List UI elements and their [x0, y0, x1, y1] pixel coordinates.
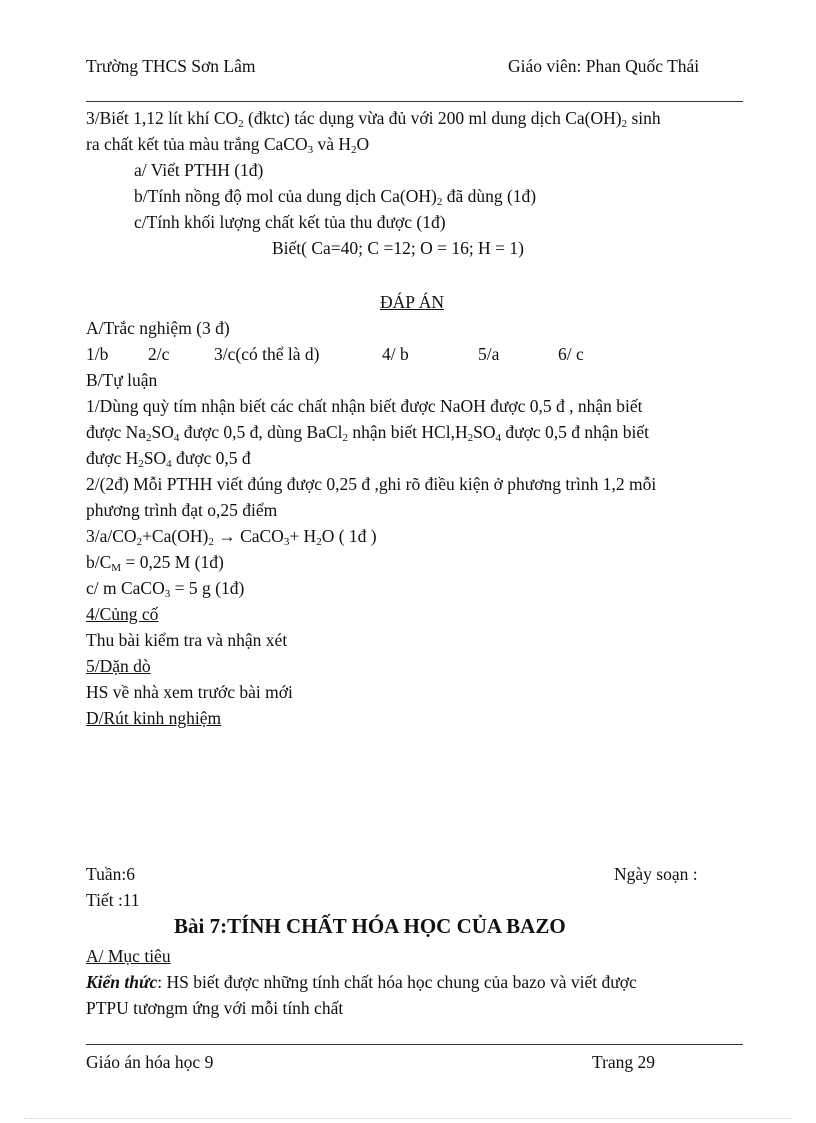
problem3-given: Biết( Ca=40; C =12; O = 16; H = 1) [272, 238, 524, 258]
footer-course: Giáo án hóa học 9 [86, 1052, 214, 1072]
part-b-title: B/Tự luận [86, 370, 158, 390]
footer-page: Trang 29 [592, 1052, 656, 1072]
part-a-answer-1: 1/b [86, 344, 109, 364]
section-d-title: D/Rút kinh nghiệm [86, 708, 222, 728]
part-a-answer-2: 2/c [148, 344, 170, 364]
section4-text: Thu bài kiểm tra và nhận xét [86, 630, 288, 650]
next-lesson-date-label: Ngày soạn : [614, 864, 698, 884]
page-bottom-edge [24, 1118, 792, 1119]
part-b-q3a: $3/a/CO_2+Ca(OH)_2$ → CaCO$_3$+ $H_2O$ ( 1đ ) [86, 526, 377, 548]
part-a-answer-4: 4/ b [382, 344, 409, 364]
section5-title: 5/Dặn dò [86, 656, 151, 676]
knowledge-label: Kiến thức [86, 972, 158, 992]
next-lesson-period: Tiết :11 [86, 890, 140, 910]
problem3-question-a: a/ Viết PTHH (1đ) [134, 160, 264, 180]
part-b-q2-line1: 2/(2đ) Mỗi PTHH viết đúng được 0,25 đ ,ghi rõ điều kiện ở phương trình 1,2 mỗi [86, 474, 657, 494]
part-b-q3c: c/ m CaCO$_3$ = 5 g (1đ) [86, 578, 245, 600]
part-b-q2-line2: phương trình đạt o,25 điểm [86, 500, 278, 520]
header-school: Trường THCS Sơn Lâm [86, 56, 256, 76]
part-a-answer-3: 3/c(có thể là d) [214, 344, 320, 364]
section5-text: HS về nhà xem trước bài mới [86, 682, 293, 702]
header-divider [86, 101, 743, 102]
problem3-question-c: c/Tính khối lượng chất kết tủa thu được (1đ) [134, 212, 446, 232]
next-lesson-title: Bài 7:TÍNH CHẤT HÓA HỌC CỦA BAZO [174, 914, 566, 938]
next-lesson-week: Tuần:6 [86, 864, 135, 884]
part-b-q3b: $b/C_M = 0,25$ M (1đ) [86, 552, 224, 574]
problem3-question-b: b/Tính nồng độ mol của dung dịch $Ca(OH)_2$ đã dùng (1đ) [134, 186, 537, 208]
section4-title: 4/Củng cố [86, 604, 159, 624]
header-teacher: Giáo viên: Phan Quốc Thái [508, 56, 700, 76]
part-b-q1-line3: được $H_2SO_4$ được 0,5 đ [86, 448, 251, 470]
knowledge-line1: Kiến thức: HS biết được những tính chất hóa học chung của bazo và viết được [86, 972, 637, 992]
part-a-title: A/Trắc nghiệm (3 đ) [86, 318, 230, 338]
part-a-answer-5: 5/a [478, 344, 500, 364]
knowledge-line2: PTPU tươngm ứng với mỗi tính chất [86, 998, 344, 1018]
part-a-answer-6: 6/ c [558, 344, 584, 364]
objectives-title: A/ Mục tiêu [86, 946, 171, 966]
footer-divider [86, 1044, 743, 1045]
answer-title: ĐÁP ÁN [380, 292, 445, 312]
part-b-q1-line2: được $Na_2SO_4$ được 0,5 đ, dùng BaCl$_2$ nhận biết $HCl,H_2SO_4$ được 0,5 đ nhận biết [86, 422, 649, 444]
problem3-line2: ra chất kết tủa màu trắng CaCO$_3$ và $H_2O$ [86, 134, 370, 156]
part-b-q1-line1: 1/Dùng quỳ tím nhận biết các chất nhận biết được NaOH được 0,5 đ , nhận biết [86, 396, 643, 416]
problem3-line1: 3/Biết 1,12 lít khí $CO_2$ (đktc) tác dụng vừa đủ với 200 ml dung dịch $Ca(OH)_2$ sinh [86, 108, 661, 130]
